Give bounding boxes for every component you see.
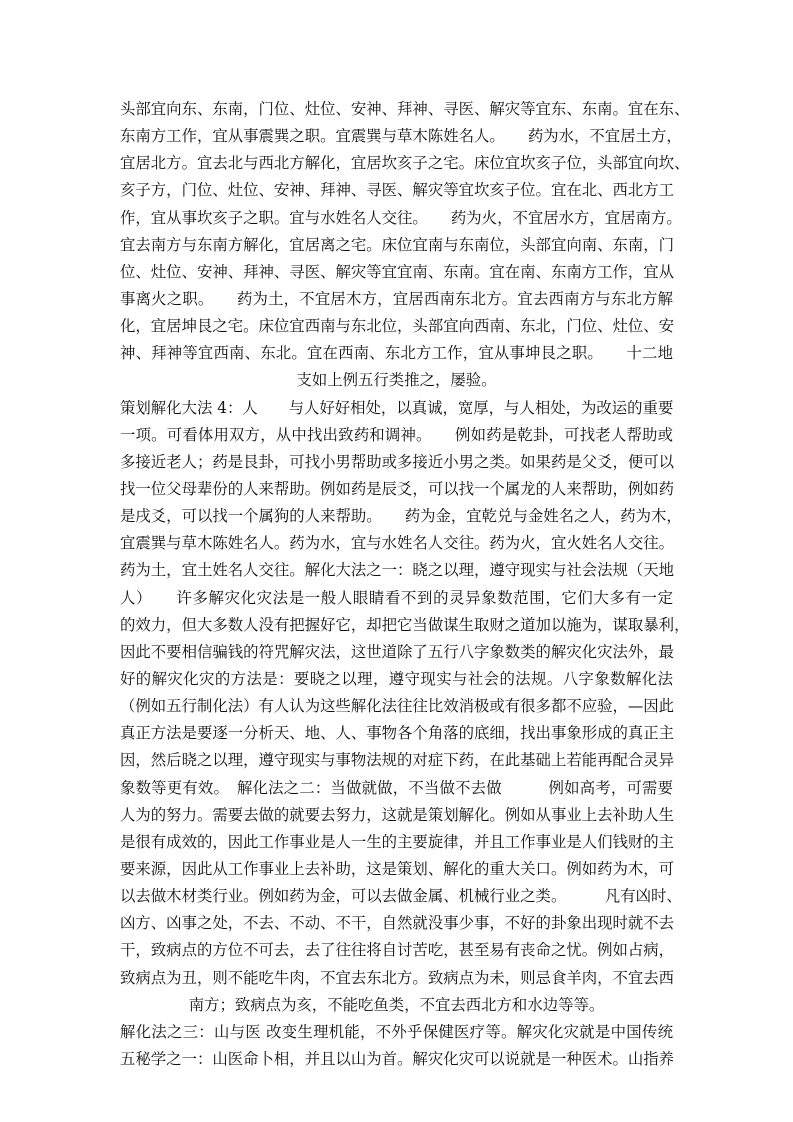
text-line: 要来源，因此从工作事业上去补助，这是策划、解化的重大关口。例如药为木，可 (120, 859, 675, 878)
text-line: 五秘学之一：山医命卜相，并且以山为首。解灾化灾可以说就是一种医术。山指养 (120, 1049, 675, 1068)
text-line: 策划解化大法 4：人 与人好好相处，以真诚，宽厚，与人相处，为改运的重要 (120, 398, 674, 417)
text-line: 解化法之三：山与医 改变生理机能，不外乎保健医疗等。解灾化灾就是中国传统 (120, 1022, 673, 1041)
text-line: 是戌爻，可以找一个属狗的人来帮助。 药为金，宜乾兑与金姓名之人，药为木， (120, 507, 682, 526)
text-line: 好的解灾化灾的方法是：要晓之以理，遵守现实与社会的法规。八字象数解化法 (120, 669, 673, 688)
document-page (0, 96, 793, 1073)
text-line: 多接近老人；药是艮卦，可找小男帮助或多接近小男之类。如果药是父爻，便可以 (120, 452, 675, 471)
text-line: 因此不要相信骗钱的符咒解灾法，这世道除了五行八字象数类的解灾化灾法外，最 (120, 642, 675, 661)
text-line: 化，宜居坤艮之宅。床位宜西南与东北位，头部宜向西南、东北，门位、灶位、安 (120, 317, 675, 336)
text-line: 亥子方，门位、灶位、安神、拜神、寻医、解灾等宜坎亥子位。宜在北、西北方工 (120, 181, 675, 200)
text-line: 宜居北方。宜去北与西北方解化，宜居坎亥子之宅。床位宜坎亥子位，头部宜向坎、 (120, 154, 690, 173)
text-line: 神、拜神等宜西南、东北。宜在西南、东北方工作，宜从事坤艮之职。 十二地 (120, 344, 673, 363)
text-line: 事离火之职。 药为土，不宜居木方，宜居西南东北方。宜去西南方与东北方解 (120, 289, 673, 308)
text-line: 一项。可看体用双方，从中找出致药和调神。 例如药是乾卦，可找老人帮助或 (120, 425, 673, 444)
text-line: 凶方、凶事之处，不去、不动、不干，自然就没事少事，不好的卦象出现时就不去 (120, 914, 675, 933)
text-line: 作，宜从事坎亥子之职。宜与水姓名人交往。 药为火，不宜居水方，宜居南方。 (120, 208, 682, 227)
text-line: 支如上例五行类推之，屡验。 (296, 371, 497, 390)
text-line: 宜去南方与东南方解化，宜居离之宅。床位宜南与东南位，头部宜向南、东南，门 (120, 235, 675, 254)
text-line: 干，致病点的方位不可去，去了往往将自讨苦吃，甚至易有丧命之忧。例如占病， (120, 941, 675, 960)
text-line: 头部宜向东、东南，门位、灶位、安神、拜神、寻医、解灾等宜东、东南。宜在东、 (120, 100, 690, 118)
text-line: 象数等更有效。 解化法之二：当做就做，不当做不去做 例如高考，可需要 (120, 778, 673, 797)
text-line: 东南方工作，宜从事震巽之职。宜震巽与草木陈姓名人。 药为水，不宜居土方， (120, 127, 682, 146)
text-line: 药为土，宜土姓名人交往。解化大法之一：晓之以理，遵守现实与社会法规（天地 (120, 561, 675, 580)
text-line: （例如五行制化法）有人认为这些解化法往往比效消极或有很多都不应验，—因此 (120, 697, 675, 716)
text-line: 以去做木材类行业。例如药为金，可以去做金属、机械行业之类。 凡有凶时、 (120, 887, 682, 906)
text-line: 人） 许多解灾化灾法是一般人眼睛看不到的灵异象数范围，它们大多有一定 (120, 588, 673, 607)
text-line: 位、灶位、安神、拜神、寻医、解灾等宜宜南、东南。宜在南、东南方工作，宜从 (120, 262, 675, 281)
text-line: 人为的努力。需要去做的就要去努力，这就是策划解化。例如从事业上去补助人生 (120, 805, 675, 824)
text-line: 的效力，但大多数人没有把握好它，却把它当做谋生取财之道加以施为，谋取暴利， (120, 615, 690, 634)
text-line: 宜震巽与草木陈姓名人。药为水，宜与水姓名人交往。药为火，宜火姓名人交往。 (120, 534, 675, 553)
text-line: 致病点为丑，则不能吃牛肉，不宜去东北方。致病点为未，则忌食羊肉，不宜去西 (120, 968, 675, 987)
text-line: 真正方法是要逐一分析天、地、人、事物各个角落的底细，找出事象形成的真正主 (120, 724, 675, 743)
text-line: 找一位父母辈份的人来帮助。例如药是辰爻，可以找一个属龙的人来帮助，例如药 (120, 479, 675, 498)
text-line: 是很有成效的，因此工作事业是人一生的主要旋律，并且工作事业是人们钱财的主 (120, 832, 675, 851)
text-line: 南方；致病点为亥，不能吃鱼类，不宜去西北方和水边等等。 (188, 995, 605, 1014)
text-line: 因，然后晓之以理，遵守现实与事物法规的对症下药，在此基础上若能再配合灵异 (120, 751, 675, 770)
